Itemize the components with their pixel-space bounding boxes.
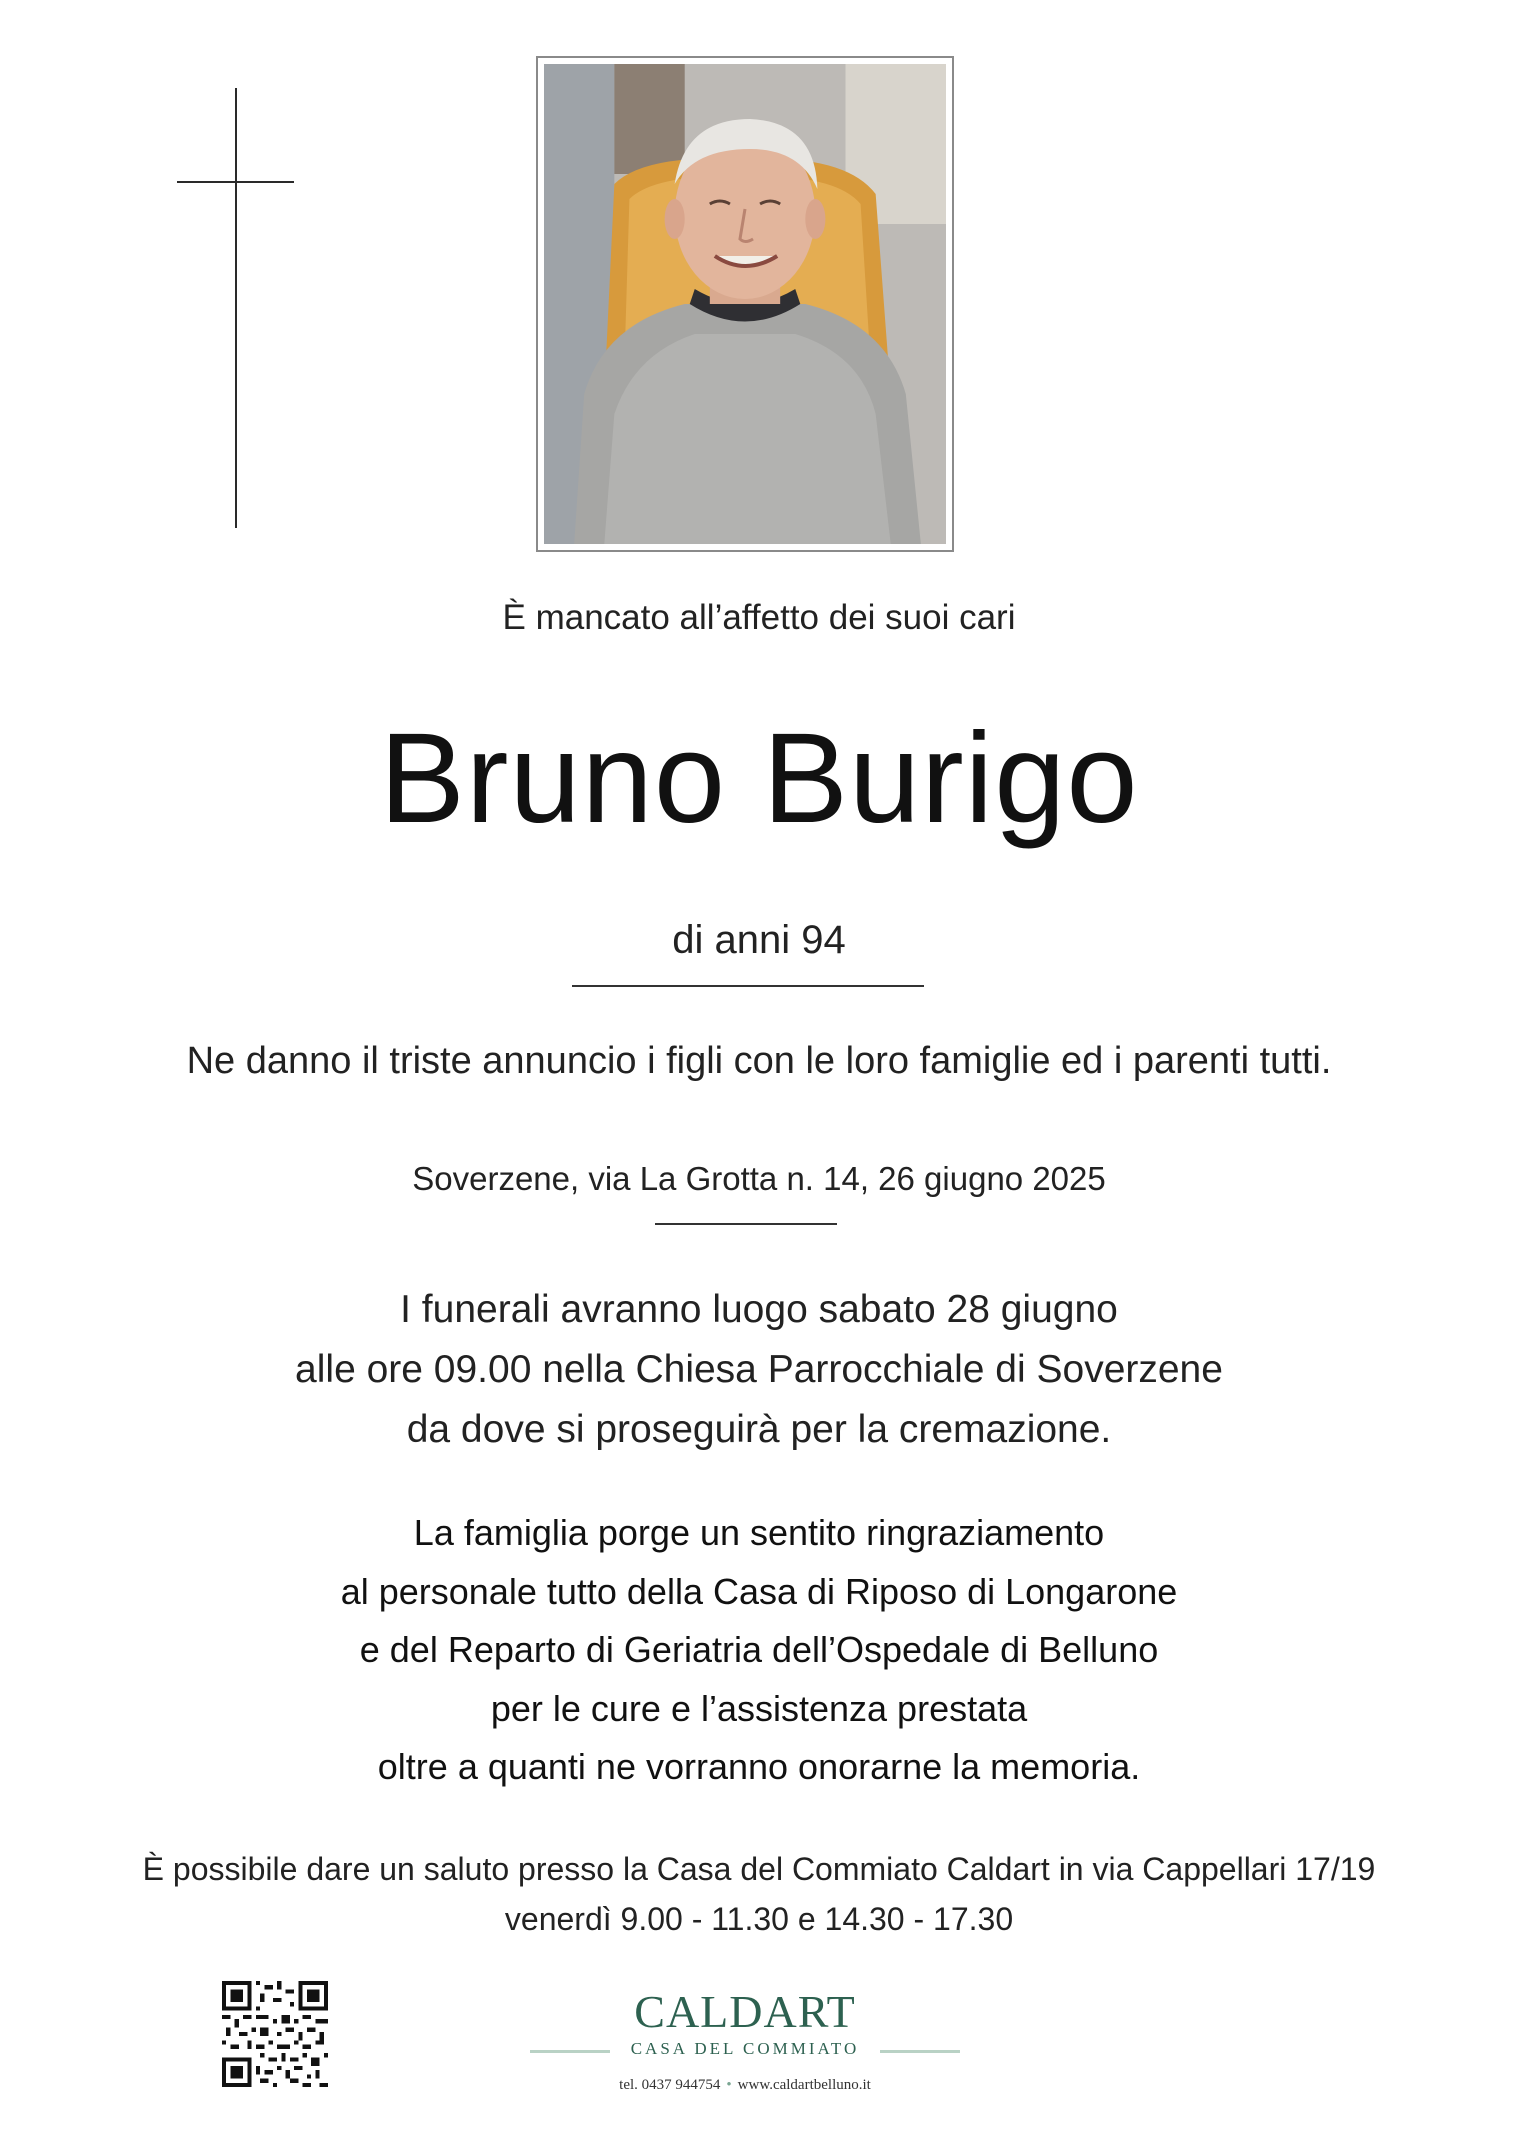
logo-divider [880,2050,960,2053]
caldart-logo [525,1985,965,2105]
portrait-photo [536,56,954,552]
thanks-text [0,1504,1518,1797]
thanks-line: oltre a quanti ne vorranno onorarne la memoria. [377,1746,1141,1787]
divider [655,1223,837,1225]
logo-name: CALDART [634,1986,856,2037]
funeral-line: alle ore 09.00 nella Chiesa Parrocchiale di Soverzene [295,1348,1223,1391]
intro-text: È mancato all’affetto dei suoi cari [502,598,1016,637]
website-link[interactable]: www.caldartbelluno.it [737,2077,871,2093]
divider [572,985,924,987]
thanks-line: al personale tutto della Casa di Riposo di Longarone [340,1570,1178,1612]
visit-line: È possibile dare un saluto presso la Casa del Commiato Caldart in via Cappellari 17/19 [142,1851,1376,1887]
funeral-info [0,1280,1518,1460]
age-text: di anni 94 [672,918,846,962]
thanks-line: per le cure e l’assistenza prestata [490,1687,1028,1729]
phone-number[interactable]: tel. 0437 944754 [619,2077,721,2093]
deceased-name: Bruno Burigo [379,707,1139,850]
cross-icon-bar [177,181,294,183]
place-date-text: Soverzene, via La Grotta n. 14, 26 giugno 2025 [412,1160,1106,1197]
separator-dot: • [726,2077,732,2093]
thanks-line: e del Reparto di Geriatria dell’Ospedale di Belluno [359,1629,1159,1670]
visit-info [0,1844,1518,1944]
contact-info [525,2077,965,2094]
portrait-image [544,64,946,544]
funeral-line: da dove si proseguirà per la cremazione. [406,1408,1112,1451]
logo-subtitle: CASA DEL COMMIATO [630,2039,860,2058]
cross-icon [235,88,237,528]
funeral-line: I funerali avranno luogo sabato 28 giugno [400,1288,1118,1331]
thanks-line: La famiglia porge un sentito ringraziamento [413,1512,1105,1553]
visit-line: venerdì 9.00 - 11.30 e 14.30 - 17.30 [504,1901,1014,1937]
announcement-text: Ne danno il triste annuncio i figli con le loro famiglie ed i parenti tutti. [186,1040,1332,1082]
qr-code-icon[interactable] [222,1981,328,2087]
